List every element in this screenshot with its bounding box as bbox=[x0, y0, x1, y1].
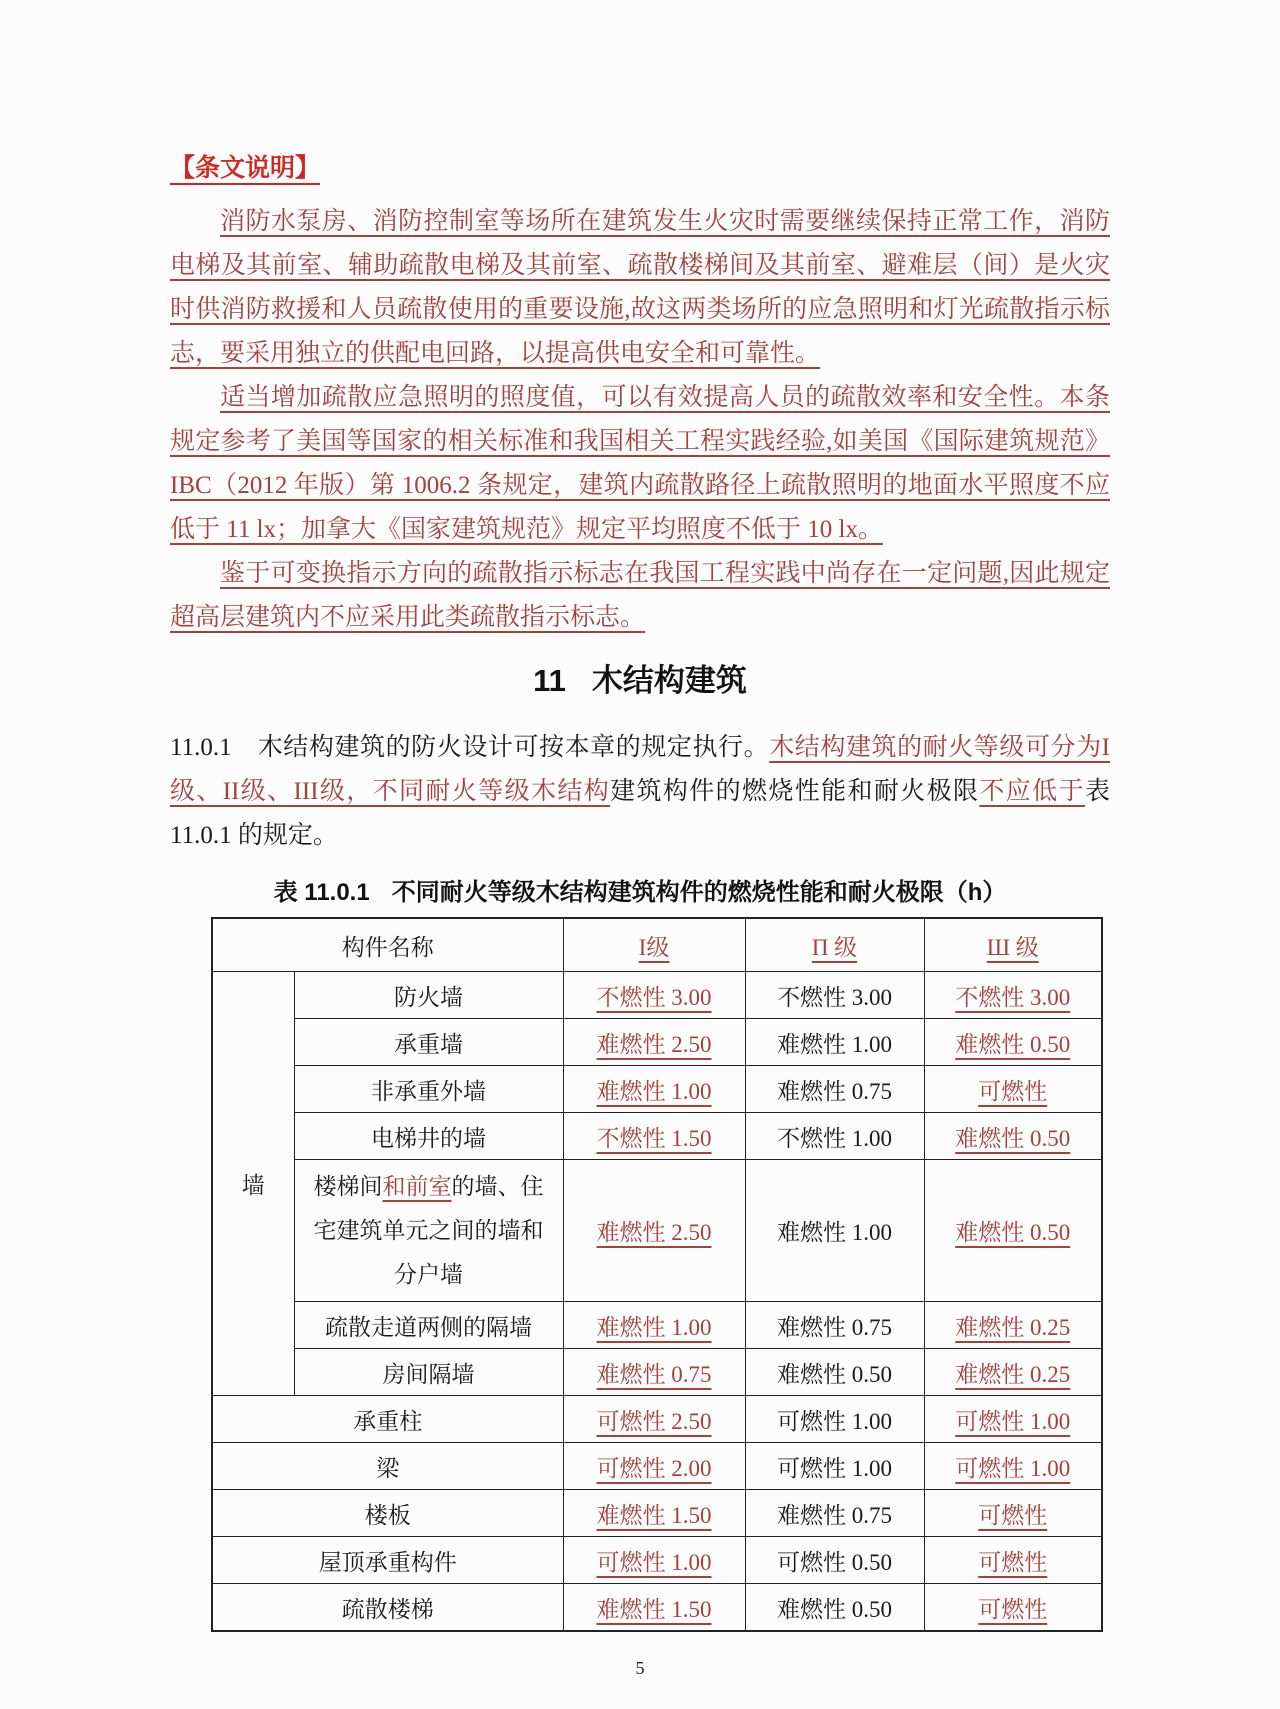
rating-value-cell bbox=[563, 1443, 745, 1490]
component-name-cell bbox=[294, 1066, 563, 1113]
chapter-heading bbox=[170, 660, 1110, 702]
text-run: 表 11.0.1 的规定。 bbox=[170, 778, 1110, 849]
component-name-cell bbox=[212, 1537, 563, 1584]
component-name-cell bbox=[212, 1396, 563, 1443]
rating-value-black: 难燃性 0.75 bbox=[777, 1078, 892, 1104]
rating-value-cell bbox=[924, 1584, 1102, 1632]
text-run: 防火墙 bbox=[394, 984, 463, 1010]
table-row bbox=[212, 1113, 1102, 1160]
rating-value-cell bbox=[563, 1584, 745, 1632]
clause-notes-paragraph-1: 消防水泵房、消防控制室等场所在建筑发生火灾时需要继续保持正常工作，消防电梯及其前室、辅助疏散电梯及其前室、疏散楼梯间及其前室、避难层（间）是火灾时供消防救援和人员疏散使用的重要设施,故这两类场所的应急照明和灯光疏散指示标志，要采用独立的供配电回路，以提高供电安全和可靠性。 bbox=[170, 208, 1110, 367]
rating-value-cell bbox=[563, 1396, 745, 1443]
rating-value-red: 难燃性 1.00 bbox=[596, 1314, 712, 1340]
rating-value-cell bbox=[563, 972, 745, 1019]
rating-value-cell bbox=[563, 1160, 745, 1302]
rating-value-cell bbox=[924, 1537, 1102, 1584]
level-label: Π 级 bbox=[811, 934, 858, 960]
fire-resistance-table bbox=[211, 917, 1103, 1632]
component-name-cell bbox=[294, 972, 563, 1019]
rating-value-red: 可燃性 bbox=[978, 1549, 1048, 1575]
text-run: 11.0.1 木结构建筑的防火设计可按本章的规定执行。 bbox=[170, 734, 770, 761]
header-cell-level-1 bbox=[563, 918, 745, 972]
rating-value-red: 不燃性 1.50 bbox=[596, 1125, 712, 1151]
rating-value-cell bbox=[745, 1302, 924, 1349]
table-header-row bbox=[212, 918, 1102, 972]
component-name-cell bbox=[212, 1584, 563, 1632]
red-underlined-run: 木结构建筑的耐火等级可分为I级、II级、III级，不同耐火等级木结构 bbox=[170, 734, 1111, 805]
text-run: 房间隔墙 bbox=[382, 1361, 475, 1387]
clause-notes-label: 【条文说明】 bbox=[170, 154, 321, 182]
table-row bbox=[212, 1490, 1102, 1537]
table-caption bbox=[170, 872, 1110, 907]
rating-value-red: 难燃性 1.00 bbox=[596, 1078, 712, 1104]
text-run: 承重柱 bbox=[353, 1408, 423, 1434]
rating-value-cell bbox=[745, 1113, 924, 1160]
rating-value-cell bbox=[924, 1302, 1102, 1349]
rating-value-cell bbox=[924, 1443, 1102, 1490]
chapter-number: 11 bbox=[533, 663, 566, 698]
rating-value-cell bbox=[745, 1490, 924, 1537]
rating-value-black: 难燃性 0.50 bbox=[777, 1361, 892, 1387]
rating-value-black: 难燃性 0.50 bbox=[777, 1596, 892, 1622]
component-name-cell bbox=[294, 1019, 563, 1066]
rating-value-red: 可燃性 2.50 bbox=[596, 1408, 712, 1434]
component-name-cell bbox=[294, 1113, 563, 1160]
rating-value-black: 不燃性 1.00 bbox=[777, 1125, 892, 1151]
text-run: 楼梯间 bbox=[313, 1173, 383, 1199]
text-run: 建筑构件的燃烧性能和耐火极限 bbox=[610, 778, 980, 805]
rating-value-red: 可燃性 2.00 bbox=[596, 1455, 712, 1481]
text-run: 承重墙 bbox=[394, 1031, 463, 1057]
rating-value-cell bbox=[745, 972, 924, 1019]
clause-11-0-1-paragraph bbox=[170, 726, 1110, 858]
rating-value-cell bbox=[563, 1490, 745, 1537]
rating-value-cell bbox=[745, 1160, 924, 1302]
rating-value-red: 难燃性 0.50 bbox=[955, 1031, 1071, 1057]
rating-value-cell bbox=[924, 1113, 1102, 1160]
table-row bbox=[212, 972, 1102, 1019]
rating-value-cell bbox=[924, 972, 1102, 1019]
rating-value-black: 难燃性 1.00 bbox=[777, 1031, 892, 1057]
text-run: 梁 bbox=[376, 1455, 400, 1481]
rating-value-red: 可燃性 bbox=[978, 1078, 1048, 1104]
table-row bbox=[212, 1537, 1102, 1584]
clause-notes-paragraph-3: 鉴于可变换指示方向的疏散指示标志在我国工程实践中尚存在一定问题,因此规定超高层建筑内不应采用此类疏散指示标志。 bbox=[170, 560, 1110, 631]
rating-value-red: 难燃性 0.25 bbox=[955, 1361, 1071, 1387]
rating-value-red: 难燃性 2.50 bbox=[596, 1031, 712, 1057]
rating-value-black: 不燃性 3.00 bbox=[777, 984, 892, 1010]
rating-value-cell bbox=[924, 1019, 1102, 1066]
table-row bbox=[212, 1396, 1102, 1443]
rating-value-cell bbox=[563, 1113, 745, 1160]
rating-value-red: 不燃性 3.00 bbox=[596, 984, 712, 1010]
rating-value-cell bbox=[563, 1019, 745, 1066]
table-row bbox=[212, 1019, 1102, 1066]
rating-value-cell bbox=[745, 1396, 924, 1443]
rating-value-cell bbox=[745, 1349, 924, 1396]
rating-value-black: 难燃性 1.00 bbox=[777, 1220, 892, 1245]
header-cell-component-name: 构件名称 bbox=[212, 918, 563, 972]
red-underlined-run: 不应低于 bbox=[979, 778, 1085, 805]
text-run: 疏散楼梯 bbox=[341, 1596, 434, 1622]
rating-value-cell bbox=[745, 1019, 924, 1066]
rating-value-cell bbox=[924, 1490, 1102, 1537]
rating-value-red: 难燃性 2.50 bbox=[596, 1220, 712, 1245]
table-caption-title: 不同耐火等级木结构建筑构件的燃烧性能和耐火极限（h） bbox=[391, 879, 1007, 906]
component-name-cell bbox=[294, 1160, 563, 1302]
component-name-cell bbox=[212, 1490, 563, 1537]
rating-value-black: 可燃性 1.00 bbox=[777, 1408, 892, 1434]
rating-value-red: 难燃性 1.50 bbox=[596, 1502, 712, 1528]
table-row bbox=[212, 1302, 1102, 1349]
table-row bbox=[212, 1066, 1102, 1113]
rating-value-red: 可燃性 bbox=[978, 1502, 1048, 1528]
table-body bbox=[212, 972, 1102, 1632]
table-row bbox=[212, 1584, 1102, 1632]
component-name-cell bbox=[294, 1302, 563, 1349]
rating-value-black: 难燃性 0.75 bbox=[777, 1502, 892, 1528]
text-run: 屋顶承重构件 bbox=[318, 1549, 457, 1575]
rating-value-red: 可燃性 bbox=[978, 1596, 1048, 1622]
rating-value-cell bbox=[563, 1349, 745, 1396]
clause-notes-paragraph-2: 适当增加疏散应急照明的照度值，可以有效提高人员的疏散效率和安全性。本条规定参考了美国等国家的相关标准和我国相关工程实践经验,如美国《国际建筑规范》IBC（2012 年版）第 1006.2 条规定，建筑内疏散路径上疏散照明的地面水平照度不应低于 11 lx；加拿大《国家建筑规范》规定平均照度不低于 10 lx。 bbox=[170, 384, 1110, 543]
rating-value-cell bbox=[924, 1066, 1102, 1113]
rating-value-cell bbox=[745, 1537, 924, 1584]
rating-value-red: 难燃性 0.75 bbox=[596, 1361, 712, 1387]
text-run: 电梯井的墙 bbox=[371, 1125, 486, 1151]
level-label: I级 bbox=[638, 934, 670, 960]
rating-value-red: 难燃性 0.50 bbox=[955, 1220, 1071, 1245]
rating-value-cell bbox=[563, 1302, 745, 1349]
rating-value-cell bbox=[924, 1349, 1102, 1396]
rating-value-cell bbox=[745, 1584, 924, 1632]
header-cell-level-3 bbox=[924, 918, 1102, 972]
table-head bbox=[212, 918, 1102, 972]
chapter-title: 木结构建筑 bbox=[591, 663, 747, 698]
rating-value-cell bbox=[924, 1160, 1102, 1302]
table-caption-number: 表 11.0.1 bbox=[273, 879, 370, 906]
rating-value-red: 难燃性 0.25 bbox=[955, 1314, 1071, 1340]
text-run: 疏散走道两侧的隔墙 bbox=[325, 1314, 532, 1340]
red-underlined-run: 和前室 bbox=[382, 1173, 452, 1199]
rating-value-cell bbox=[745, 1066, 924, 1113]
rating-value-cell bbox=[563, 1537, 745, 1584]
rating-value-red: 可燃性 1.00 bbox=[955, 1455, 1071, 1481]
rating-value-cell bbox=[563, 1066, 745, 1113]
rating-value-red: 可燃性 1.00 bbox=[955, 1408, 1071, 1434]
rating-value-cell bbox=[745, 1443, 924, 1490]
table-row bbox=[212, 1443, 1102, 1490]
group-cell-wall: 墙 bbox=[212, 972, 294, 1396]
rating-value-black: 可燃性 1.00 bbox=[777, 1455, 892, 1481]
text-run: 非承重外墙 bbox=[371, 1078, 486, 1104]
level-label: Ш 级 bbox=[986, 934, 1039, 960]
rating-value-red: 难燃性 0.50 bbox=[955, 1125, 1071, 1151]
rating-value-red: 难燃性 1.50 bbox=[596, 1596, 712, 1622]
text-run: 的墙、住宅建筑单元之间的墙和分户墙 bbox=[313, 1173, 544, 1287]
component-name-cell bbox=[212, 1443, 563, 1490]
rating-value-red: 可燃性 1.00 bbox=[596, 1549, 712, 1575]
rating-value-black: 可燃性 0.50 bbox=[777, 1549, 892, 1575]
text-run: 楼板 bbox=[364, 1502, 411, 1528]
component-name-cell bbox=[294, 1349, 563, 1396]
rating-value-black: 难燃性 0.75 bbox=[777, 1314, 892, 1340]
header-cell-level-2 bbox=[745, 918, 924, 972]
table-row bbox=[212, 1160, 1102, 1302]
page-number: 5 bbox=[635, 1658, 645, 1678]
rating-value-red: 不燃性 3.00 bbox=[955, 984, 1071, 1010]
table-row bbox=[212, 1349, 1102, 1396]
rating-value-cell bbox=[924, 1396, 1102, 1443]
